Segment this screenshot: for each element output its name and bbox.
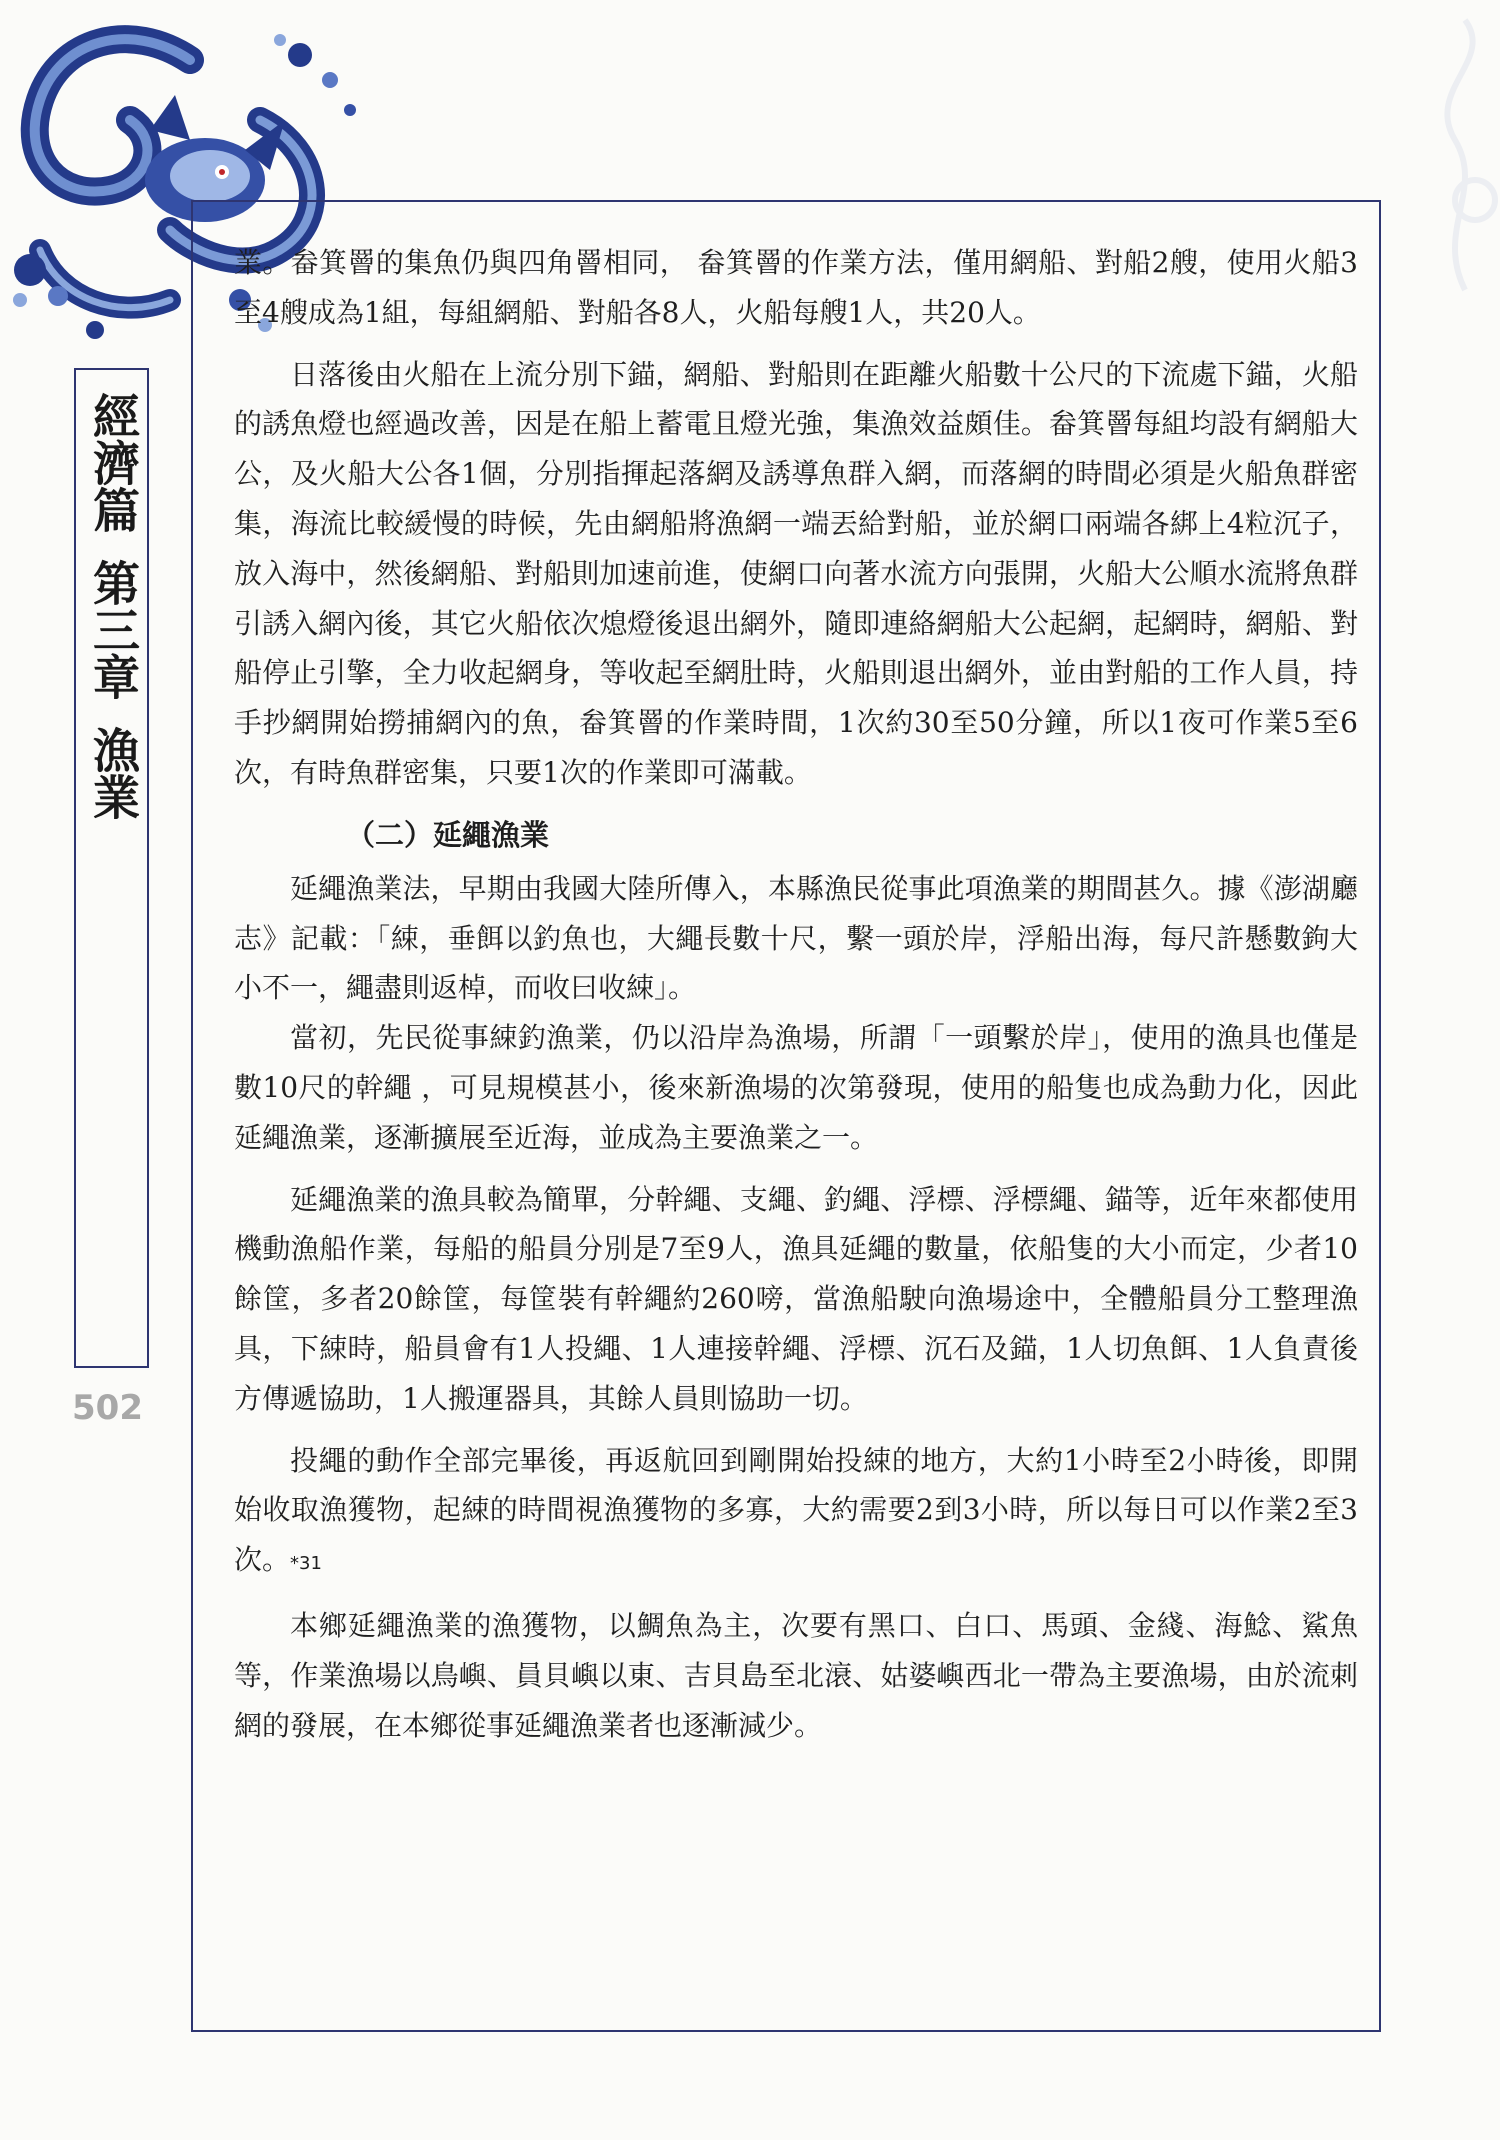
- paragraph: 日落後由火船在上流分別下錨，網船、對船則在距離火船數十公尺的下流處下錨，火船的誘魚燈也經過改善，因是在船上蓄電且燈光強，集漁效益頗佳。畚箕罾每組均設有網船大公，及火船大公各1個，分別指揮起落網及誘導魚群入網，而落網的時間必須是火船魚群密集，海流比較緩慢的時候，先由網船將漁網一端丟給對船，並於網口兩端各綁上4粒沉子，放入海中，然後網船、對船則加速前進，使網口向著水流方向張開，火船大公順水流將魚群引誘入網內後，其它火船依次熄燈後退出網外，隨即連絡網船大公起網，起網時，網船、對船停止引擎，全力收起網身，等收起至網肚時，火船則退出網外，並由對船的工作人員，持手抄網開始撈捕網內的魚，畚箕罾的作業時間，1次約30至50分鐘，所以1夜可作業5至6次，有時魚群密集，只要1次的作業即可滿載。: [234, 357, 1358, 789]
- paragraph: 當初，先民從事綀釣漁業，仍以沿岸為漁場，所謂「一頭繫於岸」，使用的漁具也僅是數10尺的幹繩 ，可見規模甚小，後來新漁場的次第發現，使用的船隻也成為動力化，因此延繩漁業，逐漸擴展至近海，並成為主要漁業之一。: [234, 1021, 1358, 1154]
- page-number: 502: [72, 1388, 143, 1428]
- footnote-ref: *31: [290, 1553, 322, 1575]
- paragraph: 延繩漁業法，早期由我國大陸所傳入，本縣漁民從事此項漁業的期間甚久。據《澎湖廳志》記載：「綀，垂餌以釣魚也，大繩長數十尺，繫一頭於岸，浮船出海，每尺許懸數鉤大小不一，繩盡則返棹，而收曰收綀」。: [234, 871, 1358, 1005]
- chapter-number: 第三章: [85, 559, 140, 700]
- body-text: [234, 238, 1358, 1750]
- paragraph-text: 投繩的動作全部完畢後，再返航回到剛開始投綀的地方，大約1小時至2小時後，即開始收取漁獲物，起綀的時間視漁獲物的多寡，大約需要2到3小時，所以每日可以作業2至3次。: [234, 1443, 1358, 1577]
- paragraph: 延繩漁業的漁具較為簡單，分幹繩、支繩、釣繩、浮標、浮標繩、錨等，近年來都使用機動漁船作業，每船的船員分別是7至9人，漁具延繩的數量，依船隻的大小而定，少者10餘筐，多者20餘筐，每筐裝有幹繩約260嗙，當漁船駛向漁場途中，全體船員分工整理漁具，下綀時，船員會有1人投繩、1人連接幹繩、浮標、沉石及錨，1人切魚餌、1人負責後方傳遞協助，1人搬運器具，其餘人員則協助一切。: [234, 1182, 1358, 1415]
- section-heading: （二）延繩漁業: [346, 817, 550, 852]
- paragraph: 業。畚箕罾的集魚仍與四角罾相同， 畚箕罾的作業方法，僅用網船、對船2艘，使用火船3至4艘成為1組，每組網船、對船各8人，火船每艘1人，共20人。: [234, 246, 1358, 329]
- chapter-topic: 漁業: [85, 726, 140, 820]
- paragraph: 本鄉延繩漁業的漁獲物，以鯛魚為主，次要有黑口、白口、馬頭、金綫、海鯰、鯊魚等，作業漁場以鳥嶼、員貝嶼以東、吉貝島至北滖、姑婆嶼西北一帶為主要漁場，由於流刺網的發展，在本鄉從事延繩漁業者也逐漸減少。: [234, 1608, 1358, 1742]
- chapter-side-title: [86, 392, 138, 820]
- edge-watermark: [1405, 0, 1500, 340]
- part-title: 經濟篇: [85, 392, 140, 533]
- paragraph: [234, 1436, 1358, 1589]
